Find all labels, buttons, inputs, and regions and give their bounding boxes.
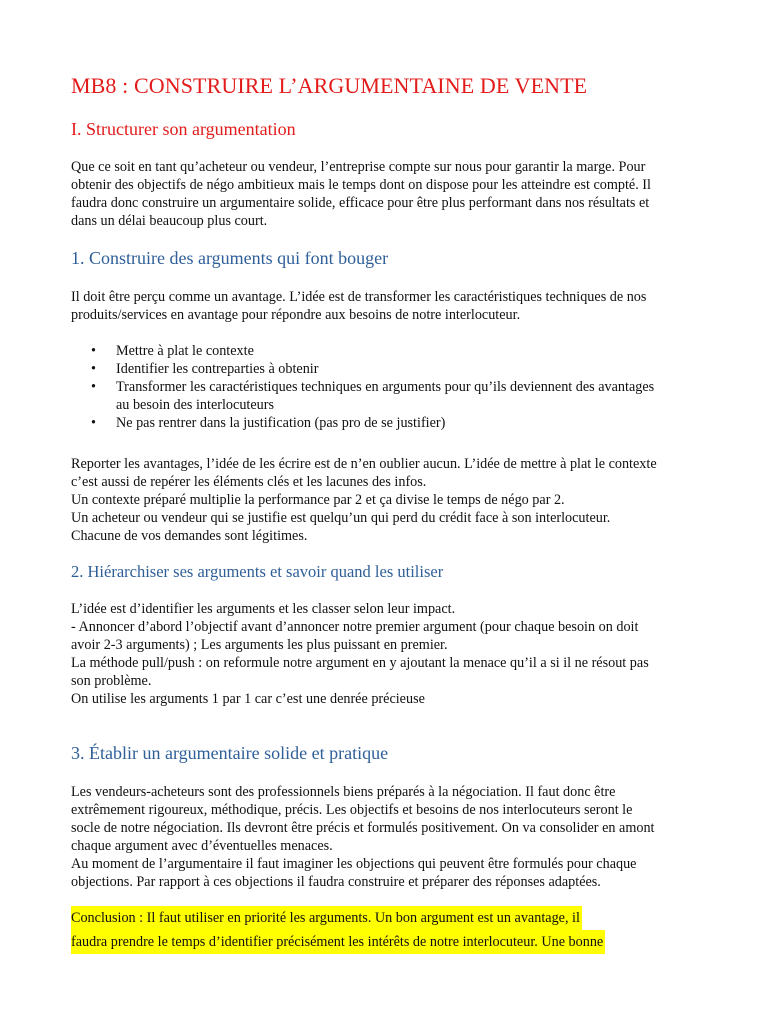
list-item-text: Transformer les caractéristiques techniques en arguments pour qu’ils deviennent des avantages [116, 379, 655, 395]
text-line: - Annoncer d’abord l’objectif avant d’annoncer notre premier argument (pour chaque besoin on doit [71, 619, 639, 635]
subheading-etablir: 3. Établir un argumentaire solide et pratique [71, 743, 389, 763]
list-item [71, 414, 711, 432]
text-line: dans un délai beaucoup plus court. [71, 213, 268, 229]
section1-intro-paragraph [71, 158, 695, 230]
text-line: avoir 2-3 arguments) ; Les arguments les plus puissant en premier. [71, 637, 448, 653]
page-title: MB8 : CONSTRUIRE L’ARGUMENTAINE DE VENTE [71, 73, 588, 98]
list-item [71, 360, 711, 378]
text-line: Un acheteur ou vendeur qui se justifie est quelqu’un qui perd du crédit face à son interlocuteur. [71, 510, 611, 526]
text-line: Reporter les avantages, l’idée de les écrire est de n’en oublier aucun. L’idée de mettre à plat le contexte [71, 456, 657, 472]
list-item [71, 342, 711, 360]
text-line: Un contexte préparé multiplie la performance par 2 et ça divise le temps de négo par 2. [71, 492, 565, 508]
bullet-icon: • [91, 343, 96, 359]
section-heading-structurer: I. Structurer son argumentation [71, 119, 296, 139]
text-line: socle de notre négociation. Ils devront être précis et formulés positivement. On va consolider en amont [71, 820, 655, 836]
bullet-list [71, 342, 711, 432]
text-line: produits/services en avantage pour répondre aux besoins de notre interlocuteur. [71, 307, 521, 323]
list-item-text: Identifier les contreparties à obtenir [116, 361, 319, 377]
text-line: c’est aussi de repérer les éléments clés et les lacunes des infos. [71, 474, 427, 490]
text-line: chaque argument avec d’éventuelles menaces. [71, 838, 333, 854]
sub2-paragraph [71, 600, 695, 708]
text-line: Les vendeurs-acheteurs sont des professionnels biens préparés à la négociation. Il faut donc être [71, 784, 616, 800]
bullet-icon: • [91, 415, 96, 431]
text-line: faudra donc construire un argumentaire solide, efficace pour être plus performant dans nos résultats et [71, 195, 650, 211]
subheading-construire-arguments: 1. Construire des arguments qui font bouger [71, 248, 389, 268]
text-line: Chacune de vos demandes sont légitimes. [71, 528, 308, 544]
list-item-text: au besoin des interlocuteurs [116, 397, 274, 413]
bullet-icon: • [91, 379, 96, 395]
sub3-paragraph [71, 783, 695, 891]
text-line: L’idée est d’identifier les arguments et les classer selon leur impact. [71, 601, 456, 617]
bullet-icon: • [91, 361, 96, 377]
text-line: objections. Par rapport à ces objections il faudra construire et préparer des réponses adaptées. [71, 874, 601, 890]
text-line: extrêmement rigoureux, méthodique, précis. Les objectifs et besoins de nos interlocuteurs seront le [71, 802, 633, 818]
list-item [71, 378, 711, 414]
sub1-intro-paragraph [71, 288, 695, 324]
text-line: obtenir des objectifs de négo ambitieux mais le temps dont on dispose pour les atteindre est compté. Il [71, 177, 651, 193]
subheading-hierarchiser: 2. Hiérarchiser ses arguments et savoir quand les utiliser [71, 562, 444, 581]
text-line: La méthode pull/push : on reformule notre argument en y ajoutant la menace qu’il a si il ne résout pas [71, 655, 649, 671]
sub1-after-paragraph [71, 455, 695, 545]
text-line: On utilise les arguments 1 par 1 car c’est une denrée précieuse [71, 691, 425, 707]
text-line: Au moment de l’argumentaire il faut imaginer les objections qui peuvent être formulés pour chaque [71, 856, 637, 872]
list-item-text: Ne pas rentrer dans la justification (pas pro de se justifier) [116, 415, 446, 431]
list-item-text: Mettre à plat le contexte [116, 343, 254, 359]
text-line: Que ce soit en tant qu’acheteur ou vendeur, l’entreprise compte sur nous pour garantir la marge. Pour [71, 159, 646, 175]
text-line: son problème. [71, 673, 152, 689]
conclusion-line: faudra prendre le temps d’identifier précisément les intérêts de notre interlocuteur. Une bonne [71, 930, 605, 954]
conclusion-highlight [71, 906, 711, 954]
conclusion-line: Conclusion : Il faut utiliser en priorité les arguments. Un bon argument est un avantage, il [71, 906, 582, 930]
text-line: Il doit être perçu comme un avantage. L’idée est de transformer les caractéristiques techniques de nos [71, 289, 647, 305]
